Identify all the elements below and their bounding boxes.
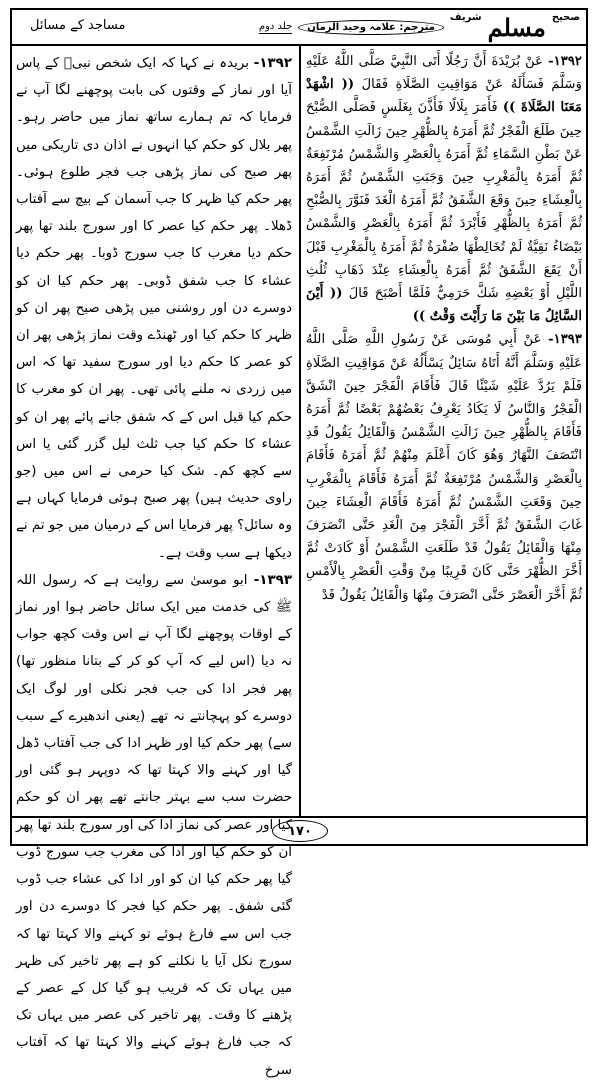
hadith-text: ابو موسیٰ سے روایت ہے کہ رسول اللہ ﷺ کی خدمت میں ایک سائل حاضر ہوا اور نماز کے اوقات پوچھنے لگا آپ نے اس وقت کچھ جواب نہ دیا (اس لیے کہ آپ کو کر کے بتانا منظور تھا) پھر فجر ادا کی جب فجر نکلی اور لوگ ایک دوسرے کو پہچانتے نہ تھے (یعنی اندھیرے کے سبب سے) پھر حکم کیا اور ظہر ادا کی جب آفتاب ڈھل گیا اور کہنے والا کہتا تھا کہ دوپہر ہو گئی اور حضرت سب سے بہتر جانتے تھے پھر ان کو حکم کیا اور عصر کی نماز ادا کی اور سورج بلند تھا پھر ان کو حکم کیا اور ادا کی مغرب جب سورج ڈوب گیا پھر حکم کیا ان کو اور ادا کی عشاء جب ڈوب گئی شفق۔ پھر حکم کیا فجر کا دوسرے دن اور جب اس سے فارغ ہوئے تو کہنے والا کہتا تھا کہ سورج نکل آیا یا نکلنے کو ہے پھر تاخیر کی ظہر میں یہاں تک کہ قریب ہو گیا کل کے عصر کے پڑھنے کا وقت۔ پھر تاخیر کی عصر میں یہاں تک کہ جب فارغ ہوئے کہنے والا کہتا تھا کہ آفتاب سرخ	[16, 572, 292, 1078]
urdu-hadith-1393	[16, 567, 292, 1084]
book-title-block	[259, 10, 580, 44]
hadith-text: عَنْ أَبِي مُوسَى عَنْ رَسُولِ اللَّهِ صَلَّى اللَّهُ عَلَيْهِ وَسَلَّمَ أَنَّهُ أَتَاهُ سَائِلٌ يَسْأَلُهُ عَنْ مَوَاقِيتِ الصَّلَاةِ فَلَمْ يَرُدَّ عَلَيْهِ شَيْئًا قَالَ فَأَقَامَ الْفَجْرَ حِينَ انْشَقَّ الْفَجْرُ وَالنَّاسُ لَا يَكَادُ يَعْرِفُ بَعْضُهُمْ بَعْضًا ثُمَّ أَمَرَهُ فَأَقَامَ بِالظُّهْرِ حِينَ زَالَتِ الشَّمْسُ وَالْقَائِلُ يَقُولُ قَدِ انْتَصَفَ النَّهَارُ وَهُوَ كَانَ أَعْلَمَ مِنْهُمْ ثُمَّ أَمَرَهُ فَأَقَامَ بِالْعَصْرِ وَالشَّمْسُ مُرْتَفِعَةٌ ثُمَّ أَمَرَهُ فَأَقَامَ بِالْمَغْرِبِ حِينَ وَقَعَتِ الشَّمْسُ ثُمَّ أَمَرَهُ فَأَقَامَ الْعِشَاءَ حِينَ غَابَ الشَّفَقُ ثُمَّ أَخَّرَ الْفَجْرَ مِنَ الْغَدِ حَتَّى انْصَرَفَ مِنْهَا وَالْقَائِلُ يَقُولُ قَدْ طَلَعَتِ الشَّمْسُ أَوْ كَادَتْ ثُمَّ أَخَّرَ الظُّهْرَ حَتَّى كَانَ قَرِيبًا مِنْ وَقْتِ الْعَصْرِ بِالْأَمْسِ ثُمَّ أَخَّرَ الْعَصْرَ حَتَّى انْصَرَفَ مِنْهَا وَالْقَائِلُ يَقُولُ قَدْ	[306, 332, 582, 603]
arabic-hadith-1393	[306, 328, 582, 606]
footer-rule	[10, 816, 588, 818]
page-number: ۱۷۰	[272, 820, 328, 842]
urdu-hadith-1392	[16, 50, 292, 567]
hadith-number: ۱۳۹۲-	[548, 54, 582, 69]
hadith-text-continued: فَأَمَرَ بِلَالًا فَأَذَّنَ بِغَلَسٍ فَصَلَّى الصُّبْحَ حِينَ طَلَعَ الْفَجْرُ ثُمَّ أَمَرَهُ بِالظُّهْرِ حِينَ زَالَتِ الشَّمْسُ عَنْ بَطْنِ السَّمَاءِ ثُمَّ أَمَرَهُ بِالْعَصْرِ وَالشَّمْسُ مُرْتَفِعَةٌ ثُمَّ أَمَرَهُ بِالْمَغْرِبِ حِينَ وَجَبَتِ الشَّمْسُ ثُمَّ أَمَرَهُ بِالْعِشَاءِ حِينَ وَقَعَ الشَّفَقُ ثُمَّ أَمَرَهُ الْغَدَ فَنَوَّرَ بِالصُّبْحِ ثُمَّ أَمَرَهُ بِالظُّهْرِ فَأَبْرَدَ ثُمَّ أَمَرَهُ بِالْعَصْرِ وَالشَّمْسُ بَيْضَاءُ نَقِيَّةٌ لَمْ تُخَالِطْهَا صُفْرَةٌ ثُمَّ أَمَرَهُ بِالْمَغْرِبِ قَبْلَ أَنْ يَقَعَ الشَّفَقُ ثُمَّ أَمَرَهُ بِالْعِشَاءِ عِنْدَ ذَهَابِ ثُلُثِ اللَّيْلِ أَوْ بَعْضِهِ شَكَّ حَرَمِيٌّ فَلَمَّا أَصْبَحَ قَالَ	[306, 100, 582, 302]
book-prefix: صحيح	[551, 12, 580, 23]
hadith-text: بریدہ نے کہا کہ ایک شخص نبیؐ کے پاس آیا اور نماز کے وقتوں کی بابت پوچھنے لگا آپ نے فرمایا کہ تم ہمارے ساتھ نماز میں حاضر رہو۔ پھر بلال کو حکم کیا انہوں نے اذان دی تاریکی میں پھر صبح کی نماز پڑھی جب فجر طلوع ہوئی۔ پھر حکم کیا ظہر کا جب آسمان کے بیچ سے آفتاب ڈھلا۔ پھر حکم کیا عصر کا اور سورج بلند تھا پھر حکم دیا مغرب کا جب سورج ڈوبا۔ پھر حکم دیا عشاء کا جب شفق ڈوبی۔ پھر حکم کیا ان کو دوسرے دن اور روشنی میں پڑھی صبح پھر ان کو ظہر کا حکم کیا اور ٹھنڈے وقت نماز پڑھی پھر ان کو عصر کا حکم دیا اور سورج سفید تھا کہ اس میں زردی نہ ملنے پائی تھی۔ پھر ان کو مغرب کا حکم کیا قبل اس کے کہ شفق جانے پائے پھر ان کو عشاء کا حکم کیا جب ثلث لیل گزر گئی یا اس سے کچھ کم۔ شک کیا حرمی نے اس میں (جو راوی حدیث ہیں) پھر صبح ہوئی فرمایا کہاں ہے وہ سائل؟ پھر فرمایا اس کے درمیان میں جو تم نے دیکھا ہے سب وقت ہے۔	[16, 56, 292, 561]
volume-label: جلد دوم	[258, 20, 293, 32]
hadith-text: عَنْ بُرَيْدَةَ أَنَّ رَجُلًا أَتَى النَّبِيَّ صَلَّى اللَّهُ عَلَيْهِ وَسَلَّمَ فَسَأَلَهُ عَنْ مَوَاقِيتِ الصَّلَاةِ فَقَالَ	[306, 54, 582, 93]
column-divider	[299, 46, 301, 816]
arabic-hadith-1392	[306, 50, 582, 328]
arabic-column	[306, 50, 582, 812]
hadith-number: ۱۳۹۳-	[548, 332, 582, 348]
prophet-quote: (( أَيْنَ السَّائِلُ مَا بَيْنَ مَا رَأَيْتَ وَقْتٌ ))	[306, 286, 582, 325]
hadith-number: ۱۳۹۳-	[253, 572, 292, 588]
hadith-number: ۱۳۹۲-	[253, 56, 292, 71]
urdu-column	[16, 50, 292, 1078]
book-title: مسلم	[487, 12, 546, 42]
chapter-title: مساجد کے مسائل	[30, 18, 126, 33]
book-suffix: شریف	[449, 12, 482, 23]
page-header	[10, 8, 588, 46]
author-oval: مترجم: علامہ وحید الزمان	[298, 20, 444, 35]
prophet-quote: (( اشْهَدْ مَعَنَا الصَّلَاةَ ))	[306, 77, 582, 116]
